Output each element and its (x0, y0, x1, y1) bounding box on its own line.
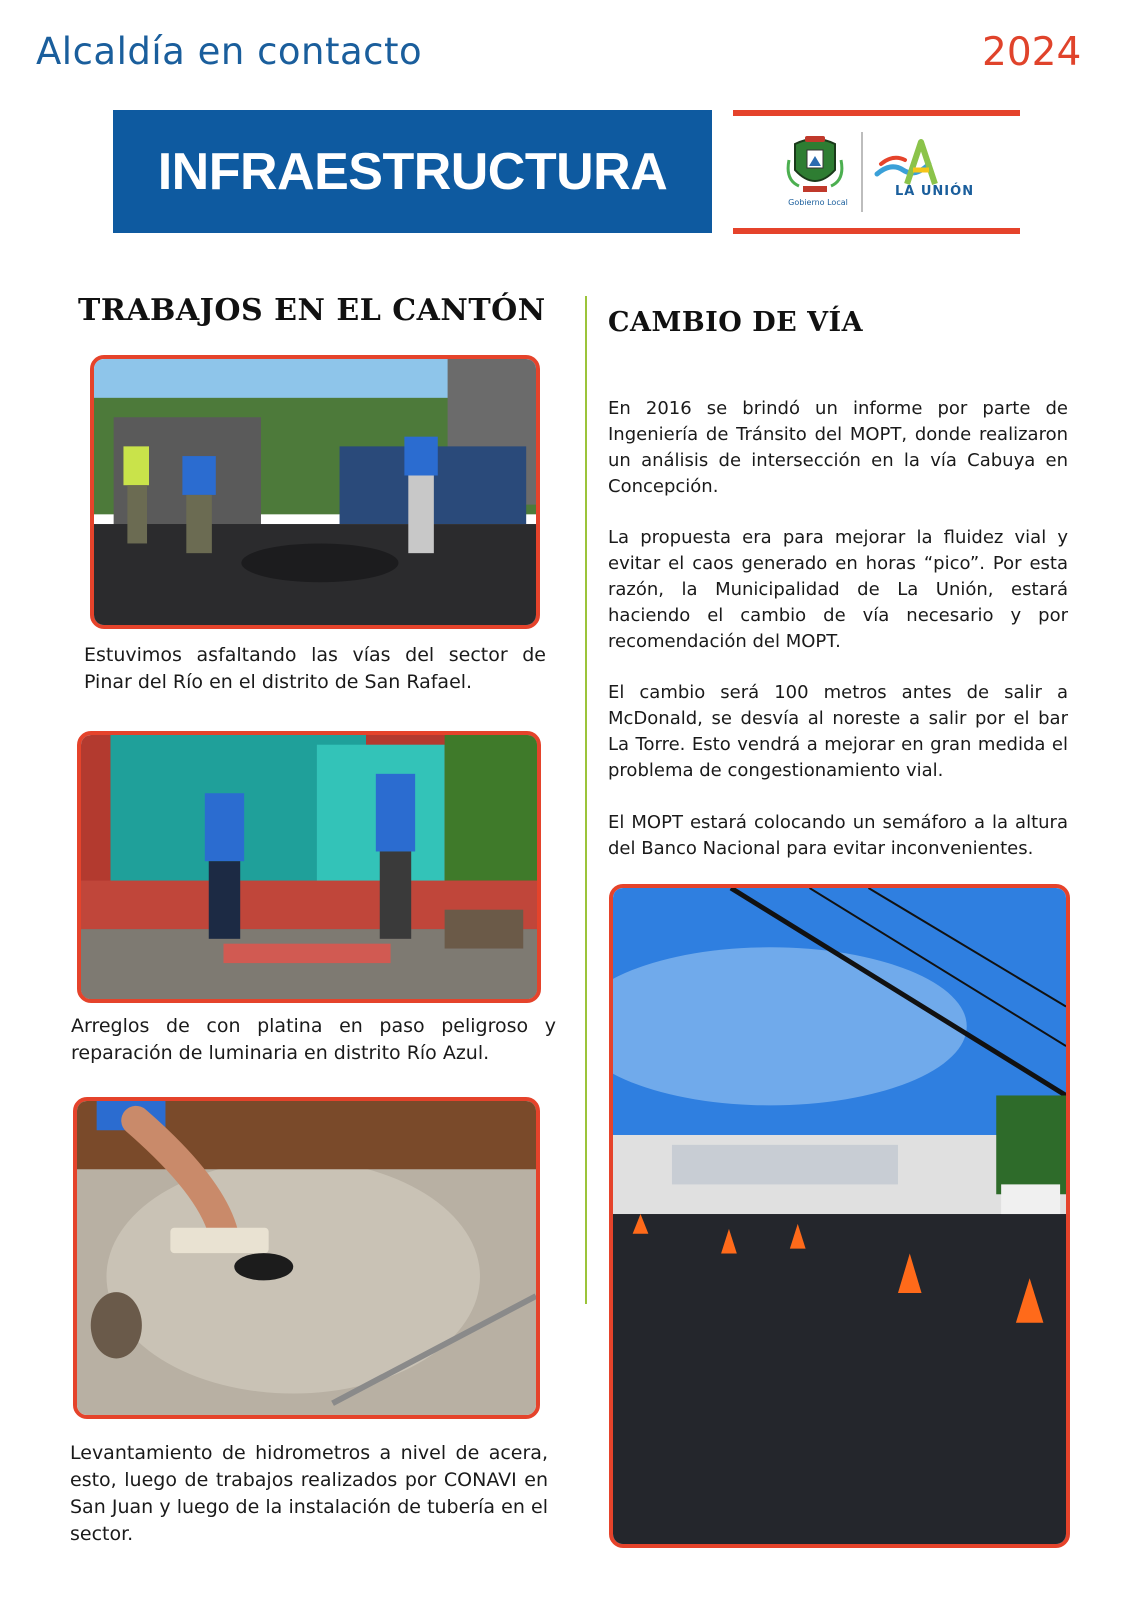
section-title-trabajos: TRABAJOS EN EL CANTÓN (78, 293, 546, 328)
gobierno-local-label: Gobierno Local (788, 198, 848, 207)
caption-1: Estuvimos asfaltando las vías del sector de Pinar del Río en el distrito de San Rafael. (84, 644, 546, 693)
photo-road-cones (609, 884, 1070, 1548)
la-union-logo-icon (873, 134, 953, 190)
paragraph-4: El MOPT estará colocando un semáforo a la altura del Banco Nacional para evitar inconvenientes. (608, 812, 1068, 859)
coat-of-arms-icon (785, 130, 845, 200)
publication-year: 2024 (982, 30, 1082, 75)
caption-3: Levantamiento de hidrometros a nivel de acera, esto, luego de trabajos realizados por CONAVI en San Juan y luego de la instalación de tubería en el sector. (70, 1442, 548, 1545)
paragraph-3: El cambio será 100 metros antes de salir a McDonald, se desvía al noreste a salir por el bar La Torre. Esto vendrá a mejorar en gran medida el problema de congestionamiento vial. (608, 682, 1068, 781)
paragraph-2: La propuesta era para mejorar la fluidez vial y evitar el caos generado en horas “pico”. Por esta razón, la Municipalidad de La Unión, estará haciendo el cambio de vía necesario y por recomendación del MOPT. (608, 527, 1068, 652)
section-title-cambio-de-via: CAMBIO DE VÍA (608, 307, 864, 338)
photo-repair-workers (77, 731, 541, 1003)
publication-title: Alcaldía en contacto (36, 30, 423, 73)
logo-divider (861, 132, 863, 212)
photo-concrete-meter (73, 1097, 540, 1419)
section-banner (113, 110, 712, 233)
caption-2: Arreglos de con platina en paso peligroso y reparación de luminaria en distrito Río Azul. (71, 1015, 556, 1064)
logo-rule-bottom (733, 228, 1020, 234)
banner-title: INFRAESTRUCTURA (157, 142, 668, 201)
paragraph-1: En 2016 se brindó un informe por parte de Ingeniería de Tránsito del MOPT, donde realizaron un análisis de intersección en la vía Cabuya en Concepción. (608, 398, 1068, 497)
logo-block (733, 120, 1020, 224)
la-union-label: LA UNIÓN (895, 184, 975, 199)
logo-rule-top (733, 110, 1020, 116)
photo-paving-workers (90, 355, 540, 629)
column-divider (585, 296, 587, 1304)
